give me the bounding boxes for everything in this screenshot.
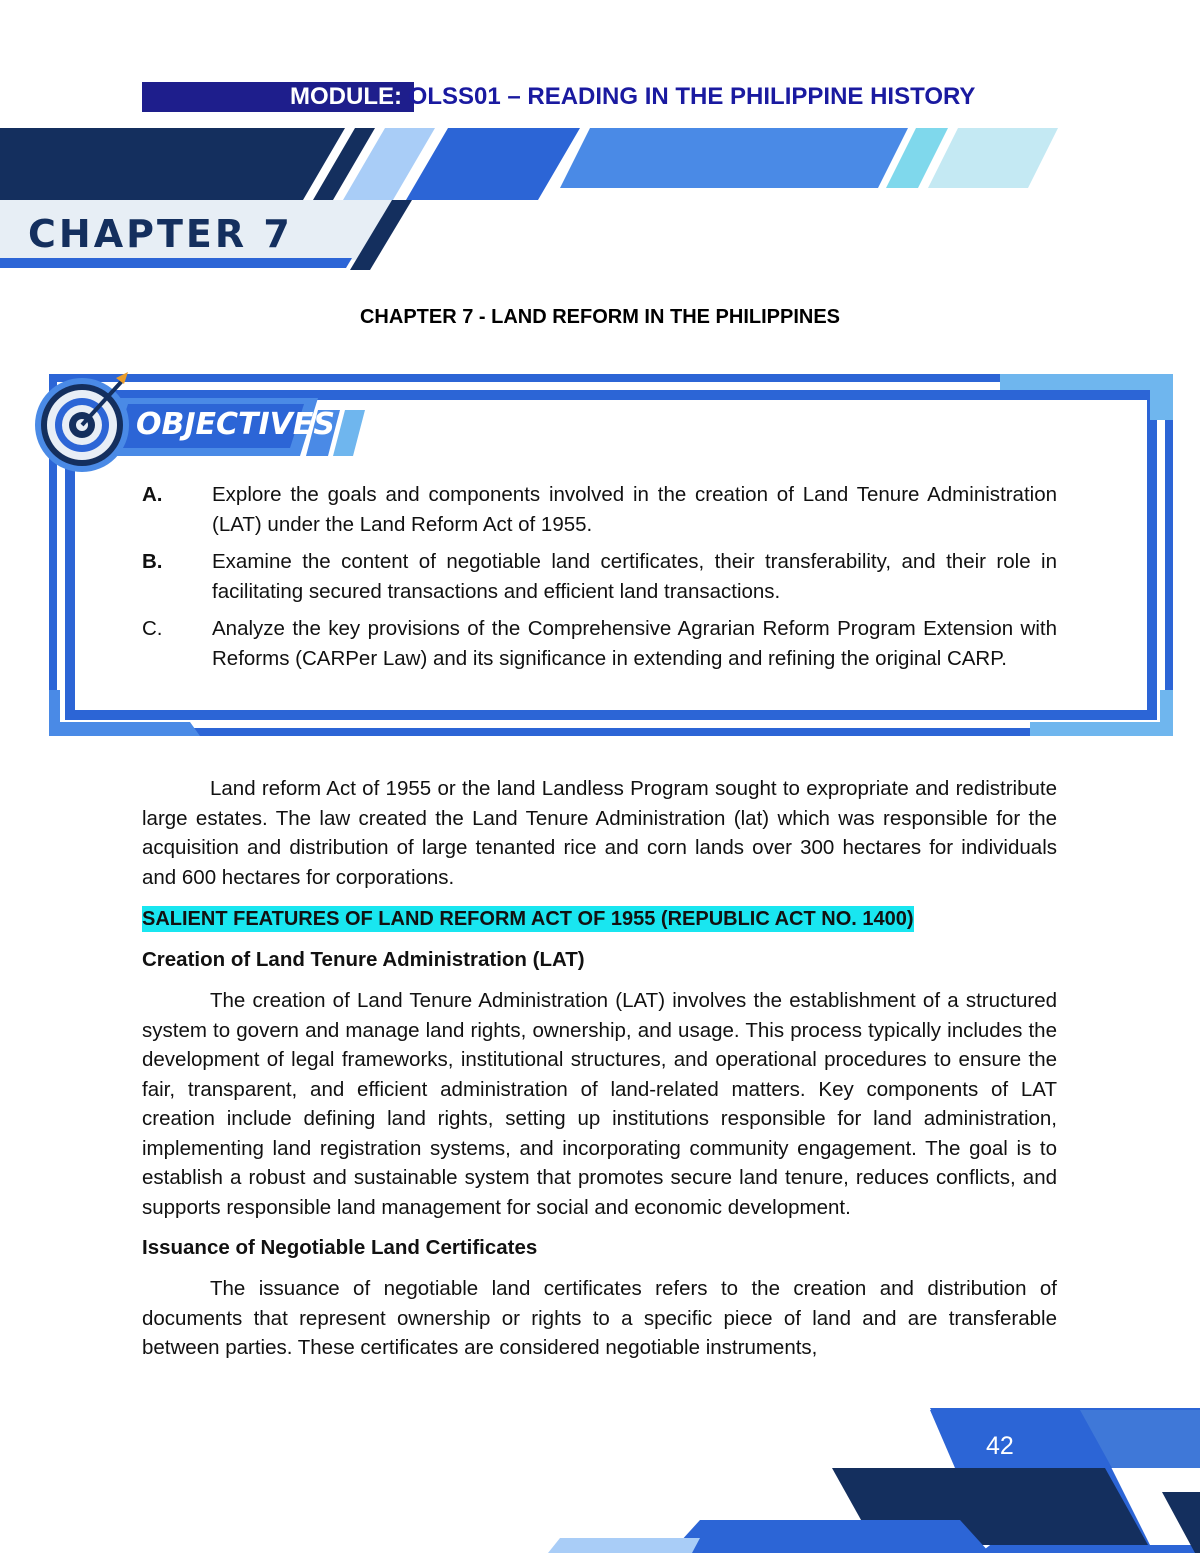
chapter-banner-label: CHAPTER 7 (28, 212, 293, 256)
module-title: OLSS01 – READING IN THE PHILIPPINE HISTORY (401, 83, 976, 110)
objectives-heading: OBJECTIVES (136, 407, 335, 442)
certificates-paragraph: The issuance of negotiable land certificates refers to the creation and distribution of documents that represent ownership or rights to a specific piece of land and are transferable between parties. These certificates are considered negotiable instruments, (142, 1277, 1057, 1359)
footer-navy-edge (1162, 1492, 1200, 1553)
objective-letter: A. (142, 483, 163, 506)
page-number: 42 (986, 1432, 1014, 1460)
footer-blue-strip (670, 1520, 990, 1553)
lat-paragraph: The creation of Land Tenure Administration (LAT) involves the establishment of a structured system to govern and manage land rights, ownership, and usage. This process typically includes the development of legal frameworks, institutional structures, and operational procedures to ensure the fair, transparent, and efficient administration of land-related matters. Key components of LAT creation include defining land rights, setting up institutions responsible for land administration, implementing land registration systems, and incorporating community engagement. The goal is to establish a robust and sustainable system that promotes secure land tenure, reduces conflicts, and supports responsible land management for social and economic development. (142, 989, 1057, 1219)
objective-letter: B. (142, 550, 163, 573)
subheading-certificates: Issuance of Negotiable Land Certificates (142, 1236, 538, 1259)
objective-text: Explore the goals and components involved in the creation of Land Tenure Administration (LAT) under the Land Reform Act of 1955. (212, 483, 1057, 536)
objective-text: Examine the content of negotiable land certificates, their transferability, and their role in facilitating secured transactions and efficient land transactions. (212, 550, 1057, 603)
subheading-lat: Creation of Land Tenure Administration (LAT) (142, 948, 585, 971)
section-heading: SALIENT FEATURES OF LAND REFORM ACT OF 1955 (REPUBLIC ACT NO. 1400) (142, 908, 914, 930)
chapter-title: CHAPTER 7 - LAND REFORM IN THE PHILIPPINES (359, 306, 841, 328)
objective-text: Analyze the key provisions of the Comprehensive Agrarian Reform Program Extension with Reforms (CARPer Law) and its significance in extending and refining the original CARP. (212, 617, 1057, 670)
footer-light-strip (548, 1538, 700, 1553)
intro-paragraph: Land reform Act of 1955 or the land Landless Program sought to expropriate and redistribute large estates. The law created the Land Tenure Administration (lat) which was responsible for the acquisition and distribution of large tenanted rice and corn lands over 300 hectares for individuals and 600 hectares for corporations. (142, 777, 1057, 889)
module-label: MODULE: (290, 83, 402, 110)
objective-letter: C. (142, 617, 163, 640)
